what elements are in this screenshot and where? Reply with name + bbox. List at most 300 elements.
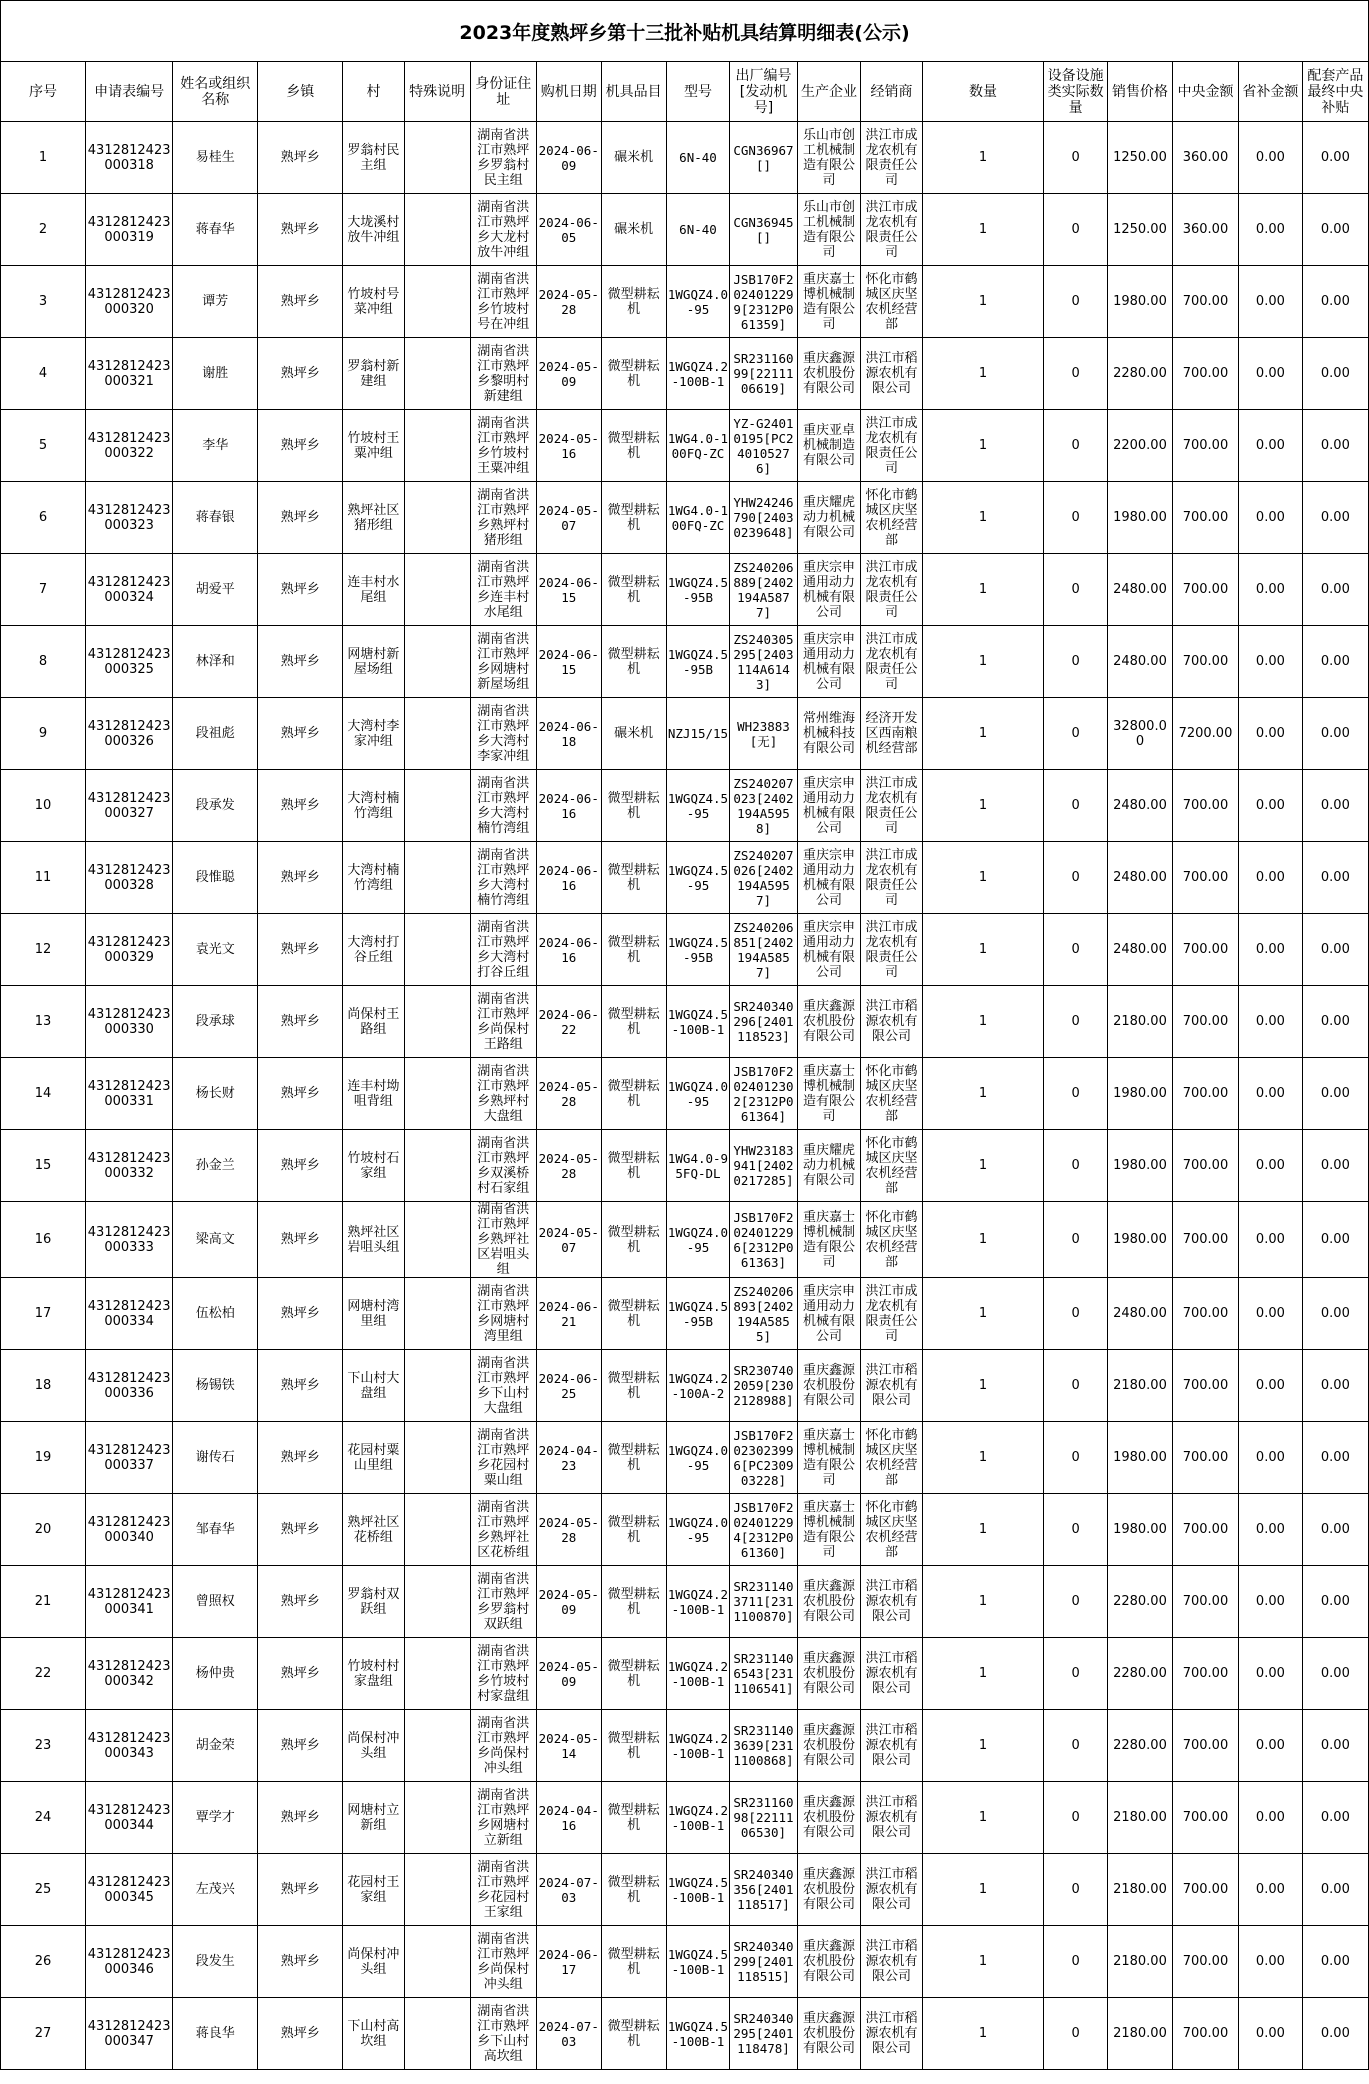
col-dealer-cell: 洪江市稻源农机有限公司: [861, 1638, 922, 1710]
col-seq-cell: 4: [1, 338, 86, 410]
col-machine-category-cell: 碾米机: [601, 194, 666, 266]
col-actual-quantity-cell: 0: [1044, 482, 1108, 554]
col-village-cell: 大湾村楠竹湾组: [343, 770, 404, 842]
col-special-note-cell: [404, 266, 470, 338]
col-application-no-cell: 4312812423000323: [85, 482, 172, 554]
col-purchase-date-cell: 2024-05-09: [536, 1566, 601, 1638]
col-township-cell: 熟坪乡: [258, 914, 343, 986]
col-special-note-cell: [404, 986, 470, 1058]
col-purchase-date-cell: 2024-05-07: [536, 482, 601, 554]
col-sale-price-cell: 2280.00: [1108, 338, 1173, 410]
col-factory-no-cell: YZ-G24010195[PC240105276]: [730, 410, 797, 482]
col-factory-no-cell: YHW23183941[24020217285]: [730, 1130, 797, 1202]
col-model-cell: 1WGQZ4.2-100A-2: [666, 1350, 730, 1422]
col-village-cell: 网塘村新屋场组: [343, 626, 404, 698]
col-township-cell: 熟坪乡: [258, 1058, 343, 1130]
col-actual-quantity-cell: 0: [1044, 842, 1108, 914]
table-row: [1, 194, 1369, 266]
col-township-cell: 熟坪乡: [258, 1926, 343, 1998]
col-model-cell: 1WGQZ4.5-100B-1: [666, 1926, 730, 1998]
col-application-no-cell: 4312812423000343: [85, 1710, 172, 1782]
col-supporting-subsidy-cell: 0.00: [1302, 1854, 1368, 1926]
col-id-address-header: 身份证住址: [470, 62, 536, 122]
col-seq-cell: 26: [1, 1926, 86, 1998]
col-quantity-cell: 1: [922, 1350, 1044, 1422]
table-row: [1, 1782, 1369, 1854]
col-sale-price-cell: 2180.00: [1108, 1854, 1173, 1926]
col-sale-price-cell: 1980.00: [1108, 266, 1173, 338]
col-province-amount-cell: 0.00: [1239, 1854, 1303, 1926]
col-actual-quantity-cell: 0: [1044, 986, 1108, 1058]
col-machine-category-cell: 微型耕耘机: [601, 1350, 666, 1422]
col-supporting-subsidy-cell: 0.00: [1302, 626, 1368, 698]
col-supporting-subsidy-cell: 0.00: [1302, 1998, 1368, 2070]
col-factory-no-cell: ZS240206893[2402194A5855]: [730, 1278, 797, 1350]
col-special-note-cell: [404, 1782, 470, 1854]
col-supporting-subsidy-cell: 0.00: [1302, 1926, 1368, 1998]
col-name-cell: 袁光文: [173, 914, 258, 986]
col-supporting-subsidy-cell: 0.00: [1302, 1422, 1368, 1494]
col-special-note-cell: [404, 626, 470, 698]
col-sale-price-cell: 2180.00: [1108, 1998, 1173, 2070]
col-name-cell: 曾照权: [173, 1566, 258, 1638]
col-application-no-header: 申请表编号: [85, 62, 172, 122]
col-name-cell: 杨长财: [173, 1058, 258, 1130]
col-factory-no-cell: ZS240206851[2402194A5857]: [730, 914, 797, 986]
col-name-cell: 伍松柏: [173, 1278, 258, 1350]
col-province-amount-cell: 0.00: [1239, 1566, 1303, 1638]
col-central-amount-cell: 700.00: [1172, 1058, 1238, 1130]
col-actual-quantity-cell: 0: [1044, 1202, 1108, 1278]
col-id-address-cell: 湖南省洪江市熟坪乡黎明村新建组: [470, 338, 536, 410]
col-factory-no-cell: JSB170F202401229 4[2312P061360]: [730, 1494, 797, 1566]
col-model-cell: 1WGQZ4.5-95B: [666, 1278, 730, 1350]
col-model-cell: 1WGQZ4.5-95B: [666, 914, 730, 986]
col-village-cell: 网塘村湾里组: [343, 1278, 404, 1350]
col-name-cell: 杨锡铁: [173, 1350, 258, 1422]
col-quantity-cell: 1: [922, 626, 1044, 698]
col-province-amount-cell: 0.00: [1239, 1130, 1303, 1202]
col-village-cell: 罗翁村民主组: [343, 122, 404, 194]
col-machine-category-cell: 微型耕耘机: [601, 1278, 666, 1350]
col-sale-price-cell: 1980.00: [1108, 482, 1173, 554]
col-model-cell: 1WGQZ4.5-95B: [666, 626, 730, 698]
col-supporting-subsidy-cell: 0.00: [1302, 1566, 1368, 1638]
col-name-cell: 孙金兰: [173, 1130, 258, 1202]
col-seq-cell: 22: [1, 1638, 86, 1710]
col-application-no-cell: 4312812423000321: [85, 338, 172, 410]
col-province-amount-cell: 0.00: [1239, 914, 1303, 986]
col-central-amount-cell: 700.00: [1172, 986, 1238, 1058]
col-province-amount-cell: 0.00: [1239, 1782, 1303, 1854]
col-supporting-subsidy-cell: 0.00: [1302, 842, 1368, 914]
col-seq-cell: 16: [1, 1202, 86, 1278]
col-machine-category-cell: 微型耕耘机: [601, 1710, 666, 1782]
col-manufacturer-cell: 重庆鑫源农机股份有限公司: [797, 1566, 861, 1638]
col-township-header: 乡镇: [258, 62, 343, 122]
table-row: [1, 698, 1369, 770]
col-id-address-cell: 湖南省洪江市熟坪乡熟坪村猪形组: [470, 482, 536, 554]
col-id-address-cell: 湖南省洪江市熟坪乡竹坡村村家盘组: [470, 1638, 536, 1710]
col-village-cell: 熟坪社区猪形组: [343, 482, 404, 554]
col-model-cell: 1WGQZ4.5-95: [666, 770, 730, 842]
col-sale-price-cell: 1250.00: [1108, 122, 1173, 194]
col-quantity-cell: 1: [922, 1854, 1044, 1926]
col-machine-category-cell: 微型耕耘机: [601, 842, 666, 914]
col-central-amount-cell: 700.00: [1172, 1494, 1238, 1566]
col-village-cell: 竹坡村村家盘组: [343, 1638, 404, 1710]
col-manufacturer-cell: 重庆宗申通用动力机械有限公司: [797, 626, 861, 698]
col-dealer-cell: 怀化市鹤城区庆坚农机经营部: [861, 482, 922, 554]
col-quantity-cell: 1: [922, 338, 1044, 410]
col-manufacturer-cell: 乐山市创工机械制造有限公司: [797, 194, 861, 266]
col-application-no-cell: 4312812423000332: [85, 1130, 172, 1202]
col-actual-quantity-cell: 0: [1044, 194, 1108, 266]
col-id-address-cell: 湖南省洪江市熟坪乡熟坪村大盘组: [470, 1058, 536, 1130]
col-province-amount-cell: 0.00: [1239, 770, 1303, 842]
col-factory-no-cell: YHW24246790[24030239648]: [730, 482, 797, 554]
col-supporting-subsidy-cell: 0.00: [1302, 1058, 1368, 1130]
col-name-cell: 谭芳: [173, 266, 258, 338]
col-actual-quantity-cell: 0: [1044, 1854, 1108, 1926]
col-purchase-date-cell: 2024-07-03: [536, 1854, 601, 1926]
col-name-cell: 段祖彪: [173, 698, 258, 770]
col-township-cell: 熟坪乡: [258, 1494, 343, 1566]
col-township-cell: 熟坪乡: [258, 1710, 343, 1782]
col-quantity-cell: 1: [922, 1494, 1044, 1566]
col-name-cell: 左茂兴: [173, 1854, 258, 1926]
col-sale-price-cell: 2480.00: [1108, 626, 1173, 698]
col-purchase-date-cell: 2024-05-14: [536, 1710, 601, 1782]
col-actual-quantity-cell: 0: [1044, 1710, 1108, 1782]
col-machine-category-header: 机具品目: [601, 62, 666, 122]
col-dealer-cell: 洪江市稻源农机有限公司: [861, 1782, 922, 1854]
col-purchase-date-cell: 2024-05-09: [536, 338, 601, 410]
col-actual-quantity-cell: 0: [1044, 626, 1108, 698]
col-quantity-cell: 1: [922, 1638, 1044, 1710]
col-id-address-cell: 湖南省洪江市熟坪乡尚保村冲头组: [470, 1926, 536, 1998]
col-purchase-date-cell: 2024-05-16: [536, 410, 601, 482]
col-purchase-date-cell: 2024-06-21: [536, 1278, 601, 1350]
col-seq-cell: 21: [1, 1566, 86, 1638]
col-id-address-cell: 湖南省洪江市熟坪乡双溪桥村石家组: [470, 1130, 536, 1202]
col-actual-quantity-cell: 0: [1044, 1278, 1108, 1350]
col-machine-category-cell: 微型耕耘机: [601, 266, 666, 338]
col-quantity-cell: 1: [922, 1058, 1044, 1130]
col-central-amount-cell: 700.00: [1172, 770, 1238, 842]
col-factory-no-cell: SR240340356[2401118517]: [730, 1854, 797, 1926]
col-application-no-cell: 4312812423000318: [85, 122, 172, 194]
table-body: [1, 122, 1369, 2070]
col-id-address-cell: 湖南省洪江市熟坪乡尚保村冲头组: [470, 1710, 536, 1782]
col-supporting-subsidy-cell: 0.00: [1302, 1710, 1368, 1782]
col-seq-cell: 19: [1, 1422, 86, 1494]
col-special-note-cell: [404, 410, 470, 482]
col-id-address-cell: 湖南省洪江市熟坪乡下山村大盘组: [470, 1350, 536, 1422]
col-manufacturer-cell: 重庆亚卓机械制造有限公司: [797, 410, 861, 482]
col-name-cell: 覃学才: [173, 1782, 258, 1854]
col-province-amount-cell: 0.00: [1239, 698, 1303, 770]
col-township-cell: 熟坪乡: [258, 1278, 343, 1350]
col-sale-price-cell: 2180.00: [1108, 986, 1173, 1058]
table-row: [1, 1998, 1369, 2070]
col-factory-no-cell: JSB170F202401229 9[2312P061359]: [730, 266, 797, 338]
col-factory-no-cell: SR240340299[2401118515]: [730, 1926, 797, 1998]
col-special-note-cell: [404, 122, 470, 194]
col-factory-no-cell: SR240340296[2401118523]: [730, 986, 797, 1058]
col-sale-price-cell: 2280.00: [1108, 1710, 1173, 1782]
col-seq-cell: 24: [1, 1782, 86, 1854]
col-village-cell: 熟坪社区花桥组: [343, 1494, 404, 1566]
col-central-amount-cell: 360.00: [1172, 122, 1238, 194]
col-dealer-cell: 洪江市稻源农机有限公司: [861, 1566, 922, 1638]
table-row: [1, 1130, 1369, 1202]
col-name-cell: 胡金荣: [173, 1710, 258, 1782]
col-purchase-date-cell: 2024-05-28: [536, 266, 601, 338]
col-special-note-cell: [404, 1566, 470, 1638]
col-central-amount-cell: 700.00: [1172, 1710, 1238, 1782]
col-model-cell: 6N-40: [666, 194, 730, 266]
col-special-note-cell: [404, 554, 470, 626]
col-id-address-cell: 湖南省洪江市熟坪乡熟坪社区岩咀头组: [470, 1202, 536, 1278]
col-central-amount-cell: 700.00: [1172, 554, 1238, 626]
col-application-no-cell: 4312812423000331: [85, 1058, 172, 1130]
col-township-cell: 熟坪乡: [258, 1350, 343, 1422]
col-dealer-cell: 怀化市鹤城区庆坚农机经营部: [861, 1058, 922, 1130]
col-central-amount-cell: 700.00: [1172, 1638, 1238, 1710]
col-model-cell: 1WGQZ4.5-100B-1: [666, 1998, 730, 2070]
col-sale-price-cell: 2280.00: [1108, 1638, 1173, 1710]
col-township-cell: 熟坪乡: [258, 338, 343, 410]
col-factory-no-cell: SR23116099[2211106619]: [730, 338, 797, 410]
col-dealer-cell: 洪江市稻源农机有限公司: [861, 338, 922, 410]
col-model-cell: 1WGQZ4.0-95: [666, 1422, 730, 1494]
col-township-cell: 熟坪乡: [258, 626, 343, 698]
col-special-note-cell: [404, 1998, 470, 2070]
col-province-amount-cell: 0.00: [1239, 1202, 1303, 1278]
col-township-cell: 熟坪乡: [258, 194, 343, 266]
col-quantity-cell: 1: [922, 1710, 1044, 1782]
col-name-cell: 杨仲贵: [173, 1638, 258, 1710]
col-model-cell: 1WGQZ4.5-100B-1: [666, 1854, 730, 1926]
col-province-amount-cell: 0.00: [1239, 1494, 1303, 1566]
col-township-cell: 熟坪乡: [258, 770, 343, 842]
col-quantity-cell: 1: [922, 1926, 1044, 1998]
col-model-cell: 1WGQZ4.2-100B-1: [666, 1782, 730, 1854]
col-manufacturer-cell: 重庆鑫源农机股份有限公司: [797, 338, 861, 410]
col-dealer-cell: 洪江市成龙农机有限责任公司: [861, 842, 922, 914]
col-purchase-date-cell: 2024-05-07: [536, 1202, 601, 1278]
col-quantity-cell: 1: [922, 482, 1044, 554]
col-central-amount-cell: 700.00: [1172, 1202, 1238, 1278]
col-supporting-subsidy-cell: 0.00: [1302, 482, 1368, 554]
col-supporting-subsidy-cell: 0.00: [1302, 122, 1368, 194]
col-village-cell: 下山村高坎组: [343, 1998, 404, 2070]
col-actual-quantity-cell: 0: [1044, 1566, 1108, 1638]
col-quantity-cell: 1: [922, 122, 1044, 194]
col-application-no-cell: 4312812423000336: [85, 1350, 172, 1422]
col-actual-quantity-cell: 0: [1044, 1422, 1108, 1494]
col-province-amount-cell: 0.00: [1239, 122, 1303, 194]
col-special-note-cell: [404, 1422, 470, 1494]
col-quantity-cell: 1: [922, 914, 1044, 986]
col-purchase-date-cell: 2024-06-15: [536, 626, 601, 698]
col-quantity-cell: 1: [922, 1278, 1044, 1350]
col-central-amount-cell: 700.00: [1172, 266, 1238, 338]
col-special-note-cell: [404, 842, 470, 914]
col-machine-category-cell: 微型耕耘机: [601, 1494, 666, 1566]
col-sale-price-cell: 32800.00: [1108, 698, 1173, 770]
col-actual-quantity-cell: 0: [1044, 914, 1108, 986]
col-quantity-cell: 1: [922, 986, 1044, 1058]
col-township-cell: 熟坪乡: [258, 1202, 343, 1278]
col-id-address-cell: 湖南省洪江市熟坪乡竹坡村王粟冲组: [470, 410, 536, 482]
col-actual-quantity-cell: 0: [1044, 554, 1108, 626]
col-province-amount-cell: 0.00: [1239, 554, 1303, 626]
col-township-cell: 熟坪乡: [258, 266, 343, 338]
col-dealer-cell: 怀化市鹤城区庆坚农机经营部: [861, 1130, 922, 1202]
col-application-no-cell: 4312812423000324: [85, 554, 172, 626]
col-purchase-date-cell: 2024-06-16: [536, 914, 601, 986]
col-manufacturer-cell: 乐山市创工机械制造有限公司: [797, 122, 861, 194]
col-name-header: 姓名或组织名称: [173, 62, 258, 122]
table-row: [1, 554, 1369, 626]
col-name-cell: 段承球: [173, 986, 258, 1058]
col-purchase-date-cell: 2024-06-16: [536, 770, 601, 842]
col-seq-cell: 13: [1, 986, 86, 1058]
col-dealer-cell: 洪江市稻源农机有限公司: [861, 1854, 922, 1926]
col-id-address-cell: 湖南省洪江市熟坪乡大湾村打谷丘组: [470, 914, 536, 986]
col-township-cell: 熟坪乡: [258, 842, 343, 914]
col-purchase-date-cell: 2024-04-23: [536, 1422, 601, 1494]
col-application-no-cell: 4312812423000344: [85, 1782, 172, 1854]
col-manufacturer-cell: 重庆嘉士博机械制造有限公司: [797, 266, 861, 338]
col-dealer-cell: 洪江市成龙农机有限责任公司: [861, 626, 922, 698]
col-township-cell: 熟坪乡: [258, 986, 343, 1058]
col-machine-category-cell: 微型耕耘机: [601, 1058, 666, 1130]
col-model-cell: 1WGQZ4.2-100B-1: [666, 1566, 730, 1638]
table-row: [1, 1566, 1369, 1638]
col-application-no-cell: 4312812423000328: [85, 842, 172, 914]
col-sale-price-cell: 1980.00: [1108, 1494, 1173, 1566]
table-row: [1, 1058, 1369, 1130]
col-village-cell: 熟坪社区岩咀头组: [343, 1202, 404, 1278]
table-row: [1, 410, 1369, 482]
col-model-cell: 1WGQZ4.2-100B-1: [666, 1710, 730, 1782]
col-dealer-cell: 洪江市稻源农机有限公司: [861, 1926, 922, 1998]
col-actual-quantity-cell: 0: [1044, 1782, 1108, 1854]
col-factory-no-cell: ZS240206889[2402194A5877]: [730, 554, 797, 626]
col-sale-price-cell: 1250.00: [1108, 194, 1173, 266]
col-central-amount-cell: 7200.00: [1172, 698, 1238, 770]
col-application-no-cell: 4312812423000325: [85, 626, 172, 698]
col-purchase-date-cell: 2024-05-09: [536, 1638, 601, 1710]
col-name-cell: 段惟聪: [173, 842, 258, 914]
col-province-amount-cell: 0.00: [1239, 410, 1303, 482]
col-sale-price-cell: 2480.00: [1108, 914, 1173, 986]
col-central-amount-cell: 700.00: [1172, 410, 1238, 482]
col-machine-category-cell: 微型耕耘机: [601, 626, 666, 698]
table-row: [1, 914, 1369, 986]
col-special-note-cell: [404, 482, 470, 554]
col-village-cell: 花园村粟山里组: [343, 1422, 404, 1494]
col-quantity-cell: 1: [922, 842, 1044, 914]
col-factory-no-cell: SR230740 2059[2302128988]: [730, 1350, 797, 1422]
table-row: [1, 1494, 1369, 1566]
col-quantity-cell: 1: [922, 1998, 1044, 2070]
col-special-note-cell: [404, 1058, 470, 1130]
col-model-cell: 1WGQZ4.5-95B: [666, 554, 730, 626]
col-dealer-cell: 洪江市成龙农机有限责任公司: [861, 122, 922, 194]
col-village-cell: 罗翁村双跃组: [343, 1566, 404, 1638]
col-manufacturer-cell: 重庆鑫源农机股份有限公司: [797, 986, 861, 1058]
col-central-amount-cell: 700.00: [1172, 842, 1238, 914]
header-row: [1, 62, 1369, 122]
col-province-amount-cell: 0.00: [1239, 266, 1303, 338]
col-special-note-cell: [404, 1710, 470, 1782]
col-dealer-cell: 怀化市鹤城区庆坚农机经营部: [861, 1202, 922, 1278]
col-machine-category-cell: 碾米机: [601, 122, 666, 194]
col-province-amount-cell: 0.00: [1239, 338, 1303, 410]
col-factory-no-cell: JSB170F202302399 6[PC230903228]: [730, 1422, 797, 1494]
col-id-address-cell: 湖南省洪江市熟坪乡罗翁村双跃组: [470, 1566, 536, 1638]
col-supporting-subsidy-cell: 0.00: [1302, 770, 1368, 842]
col-manufacturer-cell: 重庆宗申通用动力机械有限公司: [797, 770, 861, 842]
col-village-header: 村: [343, 62, 404, 122]
col-dealer-cell: 洪江市稻源农机有限公司: [861, 986, 922, 1058]
table-row: [1, 122, 1369, 194]
col-sale-price-cell: 2180.00: [1108, 1782, 1173, 1854]
col-machine-category-cell: 微型耕耘机: [601, 1782, 666, 1854]
col-actual-quantity-cell: 0: [1044, 266, 1108, 338]
col-application-no-cell: 4312812423000319: [85, 194, 172, 266]
col-dealer-cell: 经济开发区西南粮机经营部: [861, 698, 922, 770]
col-id-address-cell: 湖南省洪江市熟坪乡连丰村水尾组: [470, 554, 536, 626]
col-central-amount-cell: 700.00: [1172, 1422, 1238, 1494]
col-central-amount-cell: 700.00: [1172, 338, 1238, 410]
col-application-no-cell: 4312812423000337: [85, 1422, 172, 1494]
col-purchase-date-cell: 2024-06-16: [536, 842, 601, 914]
col-province-amount-cell: 0.00: [1239, 1998, 1303, 2070]
col-special-note-cell: [404, 770, 470, 842]
col-purchase-date-cell: 2024-05-28: [536, 1058, 601, 1130]
col-model-cell: NZJ15/15: [666, 698, 730, 770]
col-application-no-cell: 4312812423000346: [85, 1926, 172, 1998]
col-purchase-date-header: 购机日期: [536, 62, 601, 122]
col-model-cell: 6N-40: [666, 122, 730, 194]
col-special-note-cell: [404, 914, 470, 986]
col-province-amount-cell: 0.00: [1239, 1278, 1303, 1350]
col-manufacturer-cell: 重庆嘉士博机械制造有限公司: [797, 1058, 861, 1130]
col-model-cell: 1WGQZ4.0-95: [666, 1202, 730, 1278]
col-quantity-cell: 1: [922, 194, 1044, 266]
col-factory-no-cell: JSB170F202401230 2[2312P061364]: [730, 1058, 797, 1130]
table-row: [1, 482, 1369, 554]
col-actual-quantity-cell: 0: [1044, 1926, 1108, 1998]
table-row: [1, 338, 1369, 410]
col-factory-no-cell: ZS240305295[2403114A6143]: [730, 626, 797, 698]
col-seq-cell: 27: [1, 1998, 86, 2070]
col-model-header: 型号: [666, 62, 730, 122]
col-application-no-cell: 4312812423000333: [85, 1202, 172, 1278]
col-purchase-date-cell: 2024-06-22: [536, 986, 601, 1058]
col-machine-category-cell: 微型耕耘机: [601, 914, 666, 986]
col-township-cell: 熟坪乡: [258, 554, 343, 626]
col-model-cell: 1WGQZ4.0-95: [666, 266, 730, 338]
col-manufacturer-cell: 重庆鑫源农机股份有限公司: [797, 1854, 861, 1926]
col-township-cell: 熟坪乡: [258, 482, 343, 554]
col-special-note-cell: [404, 1494, 470, 1566]
